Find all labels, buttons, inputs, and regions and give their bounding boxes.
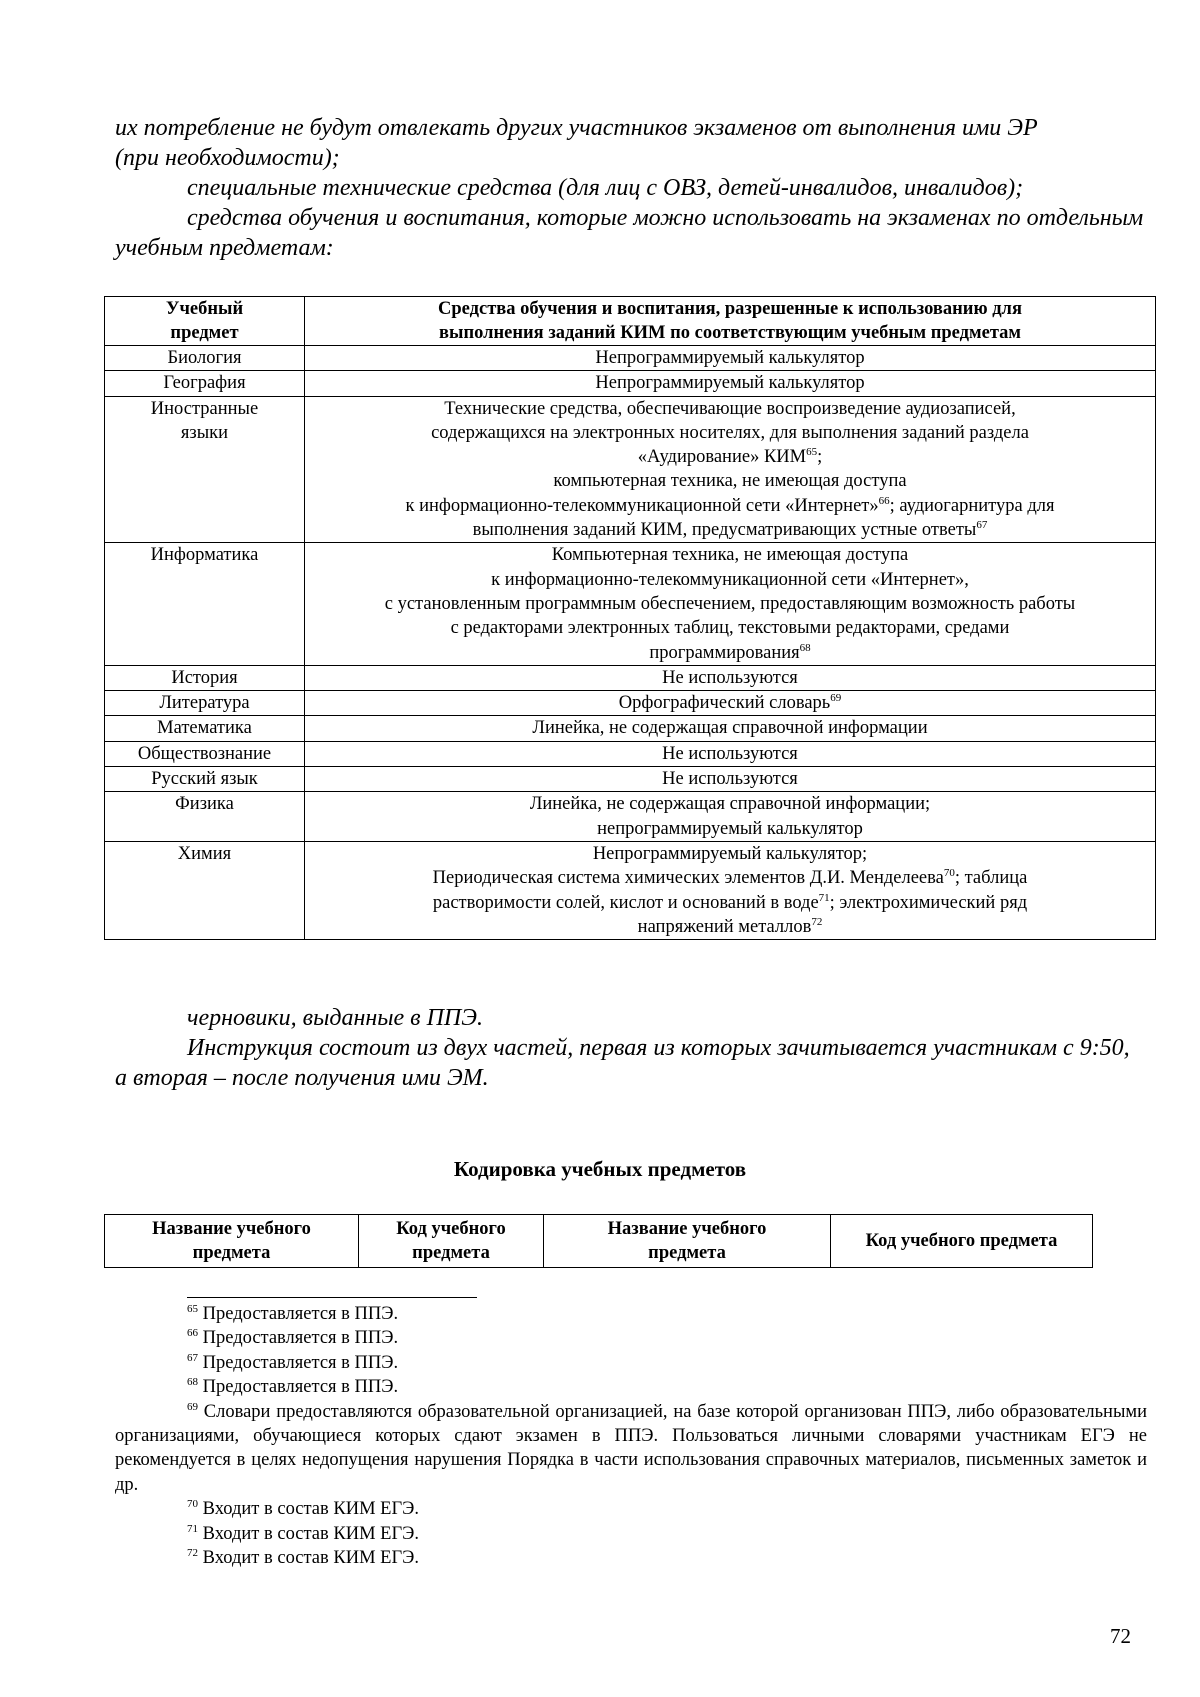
aids-text: ; таблица <box>954 868 1028 889</box>
aids-text: Орфографический словарь <box>618 693 831 714</box>
footnote-number: 72 <box>187 1547 198 1560</box>
aids-line <box>309 445 1151 469</box>
instruction-paragraph: Инструкция состоит из двух частей, первая из которых зачитывается участникам с 9:50, а вторая – после получения ими ЭМ. <box>115 1035 1130 1091</box>
intro-paragraph-2: специальные технические средства (для лиц с ОВЗ, детей-инвалидов, инвалидов); <box>187 175 1024 201</box>
aids-line: с установленным программным обеспечением, предоставляющим возможность работы <box>384 593 1076 614</box>
aids-line <box>309 891 1151 915</box>
intro-line-1: их потребление не будут отвлекать других участников экзаменов от выполнения ими ЭР <box>115 115 1038 141</box>
footnote <box>115 1546 1147 1570</box>
footnote-text: Входит в состав КИМ ЕГЭ. <box>198 1548 419 1569</box>
footnote <box>115 1375 1147 1399</box>
footnote-ref: 70 <box>943 867 955 880</box>
subject-cell: Русский язык <box>105 767 305 792</box>
subject-cell: История <box>105 665 305 690</box>
aids-line <box>309 494 1151 518</box>
subject-cell: Биология <box>105 346 305 371</box>
aids-text: ; электрохимический ряд <box>829 892 1028 913</box>
footnote <box>115 1302 1147 1326</box>
header-line: Код учебного <box>396 1219 506 1239</box>
aids-line <box>309 518 1151 542</box>
codes-heading: Кодировка учебных предметов <box>453 1157 747 1181</box>
footnote-text: Предоставляется в ППЭ. <box>198 1377 399 1398</box>
footnote-number: 66 <box>187 1327 198 1340</box>
aids-text: выполнения заданий КИМ, предусматривающих устные ответы <box>472 520 977 541</box>
footnote-number: 69 <box>187 1400 198 1413</box>
footnote-text: Предоставляется в ППЭ. <box>198 1352 399 1373</box>
table-row <box>105 371 1156 396</box>
footnote-text: Словари предоставляются образовательной организацией, на базе которой организован ППЭ, либо образовательными организациями, обучающиеся которых сдают экзамен в ППЭ. Пользоваться личными словарями участникам ЕГЭ не рекомендуется в целях недопущения нарушения Порядка в части использования справочных материалов, письменных заметок и др. <box>115 1401 1147 1495</box>
aids-text: напряжений металлов <box>637 916 812 937</box>
intro-paragraph-1 <box>115 113 1145 173</box>
header-aids <box>305 297 1156 346</box>
allowed-aids-table <box>104 296 1156 940</box>
intro-line-2: (при необходимости); <box>115 145 340 171</box>
aids-cell <box>305 792 1156 842</box>
subject-cell <box>105 396 305 543</box>
aids-cell: Не используются <box>305 665 1156 690</box>
aids-line: к информационно-телекоммуникационной сети «Интернет», <box>491 569 969 590</box>
aids-line <box>309 915 1151 939</box>
codes-header-name-2 <box>544 1215 831 1268</box>
aids-line: Технические средства, обеспечивающие воспроизведение аудиозаписей, <box>444 398 1016 419</box>
table-row <box>105 691 1156 716</box>
footnote-number: 68 <box>187 1376 198 1389</box>
subject-cell: Математика <box>105 716 305 741</box>
table-row <box>105 716 1156 741</box>
table-row <box>105 346 1156 371</box>
aids-line <box>309 641 1151 665</box>
footnote <box>115 1326 1147 1350</box>
header-line: предмета <box>412 1243 490 1263</box>
footnote-text: Входит в состав КИМ ЕГЭ. <box>198 1523 419 1544</box>
footnote-number: 71 <box>187 1522 198 1535</box>
aids-line: содержащихся на электронных носителях, для выполнения заданий раздела <box>431 422 1029 443</box>
aids-text: «Аудирование» КИМ <box>637 447 807 468</box>
aids-cell: Непрограммируемый калькулятор <box>305 371 1156 396</box>
footnote-ref: 65 <box>806 446 818 459</box>
aids-text: ; аудиогарнитура для <box>889 495 1055 516</box>
header-aids-line-2: выполнения заданий КИМ по соответствующим учебным предметам <box>439 323 1021 343</box>
aids-cell <box>305 841 1156 939</box>
aids-text: программирования <box>649 642 800 663</box>
drafts-paragraph: черновики, выданные в ППЭ. <box>187 1005 483 1031</box>
footnote-number: 67 <box>187 1351 198 1364</box>
table-row <box>105 741 1156 766</box>
codes-header-code-2: Код учебного предмета <box>831 1215 1093 1268</box>
aids-cell: Не используются <box>305 741 1156 766</box>
aids-table-header <box>105 297 1156 346</box>
aids-cell: Линейка, не содержащая справочной информации <box>305 716 1156 741</box>
aids-cell: Не используются <box>305 767 1156 792</box>
subject-cell: Обществознание <box>105 741 305 766</box>
aids-text: ; <box>817 447 823 468</box>
header-subject <box>105 297 305 346</box>
footnote-text: Входит в состав КИМ ЕГЭ. <box>198 1499 419 1520</box>
subject-cell: Химия <box>105 841 305 939</box>
aids-cell: Непрограммируемый калькулятор <box>305 346 1156 371</box>
header-subject-line-1: Учебный <box>165 299 244 319</box>
codes-header-name-1 <box>105 1215 359 1268</box>
footnote-text: Предоставляется в ППЭ. <box>198 1304 399 1324</box>
page-number: 72 <box>1110 1624 1131 1648</box>
header-aids-line-1: Средства обучения и воспитания, разрешенные к использованию для <box>438 299 1022 319</box>
table-row <box>105 665 1156 690</box>
subject-cell: Информатика <box>105 543 305 665</box>
aids-cell <box>305 396 1156 543</box>
aids-text: Периодическая система химических элементов Д.И. Менделеева <box>432 868 944 889</box>
footnote-ref: 69 <box>830 692 842 705</box>
codes-header-code-1 <box>359 1215 544 1268</box>
footnote <box>115 1522 1147 1546</box>
footnote <box>115 1400 1147 1498</box>
intro-paragraph-3: средства обучения и воспитания, которые можно использовать на экзаменах по отдельным учебным предметам: <box>115 205 1144 261</box>
footnote-number: 65 <box>187 1303 198 1315</box>
footnote-ref: 72 <box>811 915 823 928</box>
subject-cell: Физика <box>105 792 305 842</box>
footnote <box>115 1351 1147 1375</box>
footnotes <box>115 1302 1147 1570</box>
table-row <box>105 543 1156 665</box>
aids-line: компьютерная техника, не имеющая доступа <box>553 471 907 492</box>
table-row <box>105 792 1156 842</box>
aids-text: к информационно-телекоммуникационной сети «Интернет» <box>405 495 879 516</box>
header-subject-line-2: предмет <box>170 323 239 343</box>
aids-cell <box>305 691 1156 716</box>
footnote-ref: 66 <box>878 494 890 507</box>
footnote-separator <box>187 1297 477 1298</box>
aids-line: с редакторами электронных таблиц, текстовыми редакторами, средами <box>450 618 1010 639</box>
subject-line: Иностранные <box>150 398 259 419</box>
footnote-text: Предоставляется в ППЭ. <box>198 1328 399 1349</box>
table-row <box>105 767 1156 792</box>
aids-cell <box>305 543 1156 665</box>
aids-line: непрограммируемый калькулятор <box>597 818 863 839</box>
footnote <box>115 1497 1147 1521</box>
table-row <box>105 841 1156 939</box>
subject-codes-table <box>104 1214 1093 1268</box>
aids-line: Компьютерная техника, не имеющая доступа <box>551 545 909 566</box>
aids-line: Линейка, не содержащая справочной информации; <box>529 794 931 815</box>
header-line: Название учебного <box>152 1219 311 1239</box>
footnote-number: 70 <box>187 1498 198 1511</box>
footnote-ref: 71 <box>818 891 830 904</box>
aids-line: Непрограммируемый калькулятор; <box>592 843 868 864</box>
aids-text: растворимости солей, кислот и оснований в воде <box>432 892 819 913</box>
codes-table-header <box>105 1215 1093 1268</box>
subject-line: языки <box>180 422 229 443</box>
table-row <box>105 396 1156 543</box>
subject-cell: Литература <box>105 691 305 716</box>
header-line: Название учебного <box>607 1219 767 1239</box>
subject-cell: География <box>105 371 305 396</box>
aids-line <box>309 866 1151 890</box>
footnote-ref: 68 <box>799 641 811 654</box>
header-line: предмета <box>648 1243 726 1263</box>
footnote-ref: 67 <box>976 519 988 532</box>
header-line: предмета <box>192 1243 271 1263</box>
